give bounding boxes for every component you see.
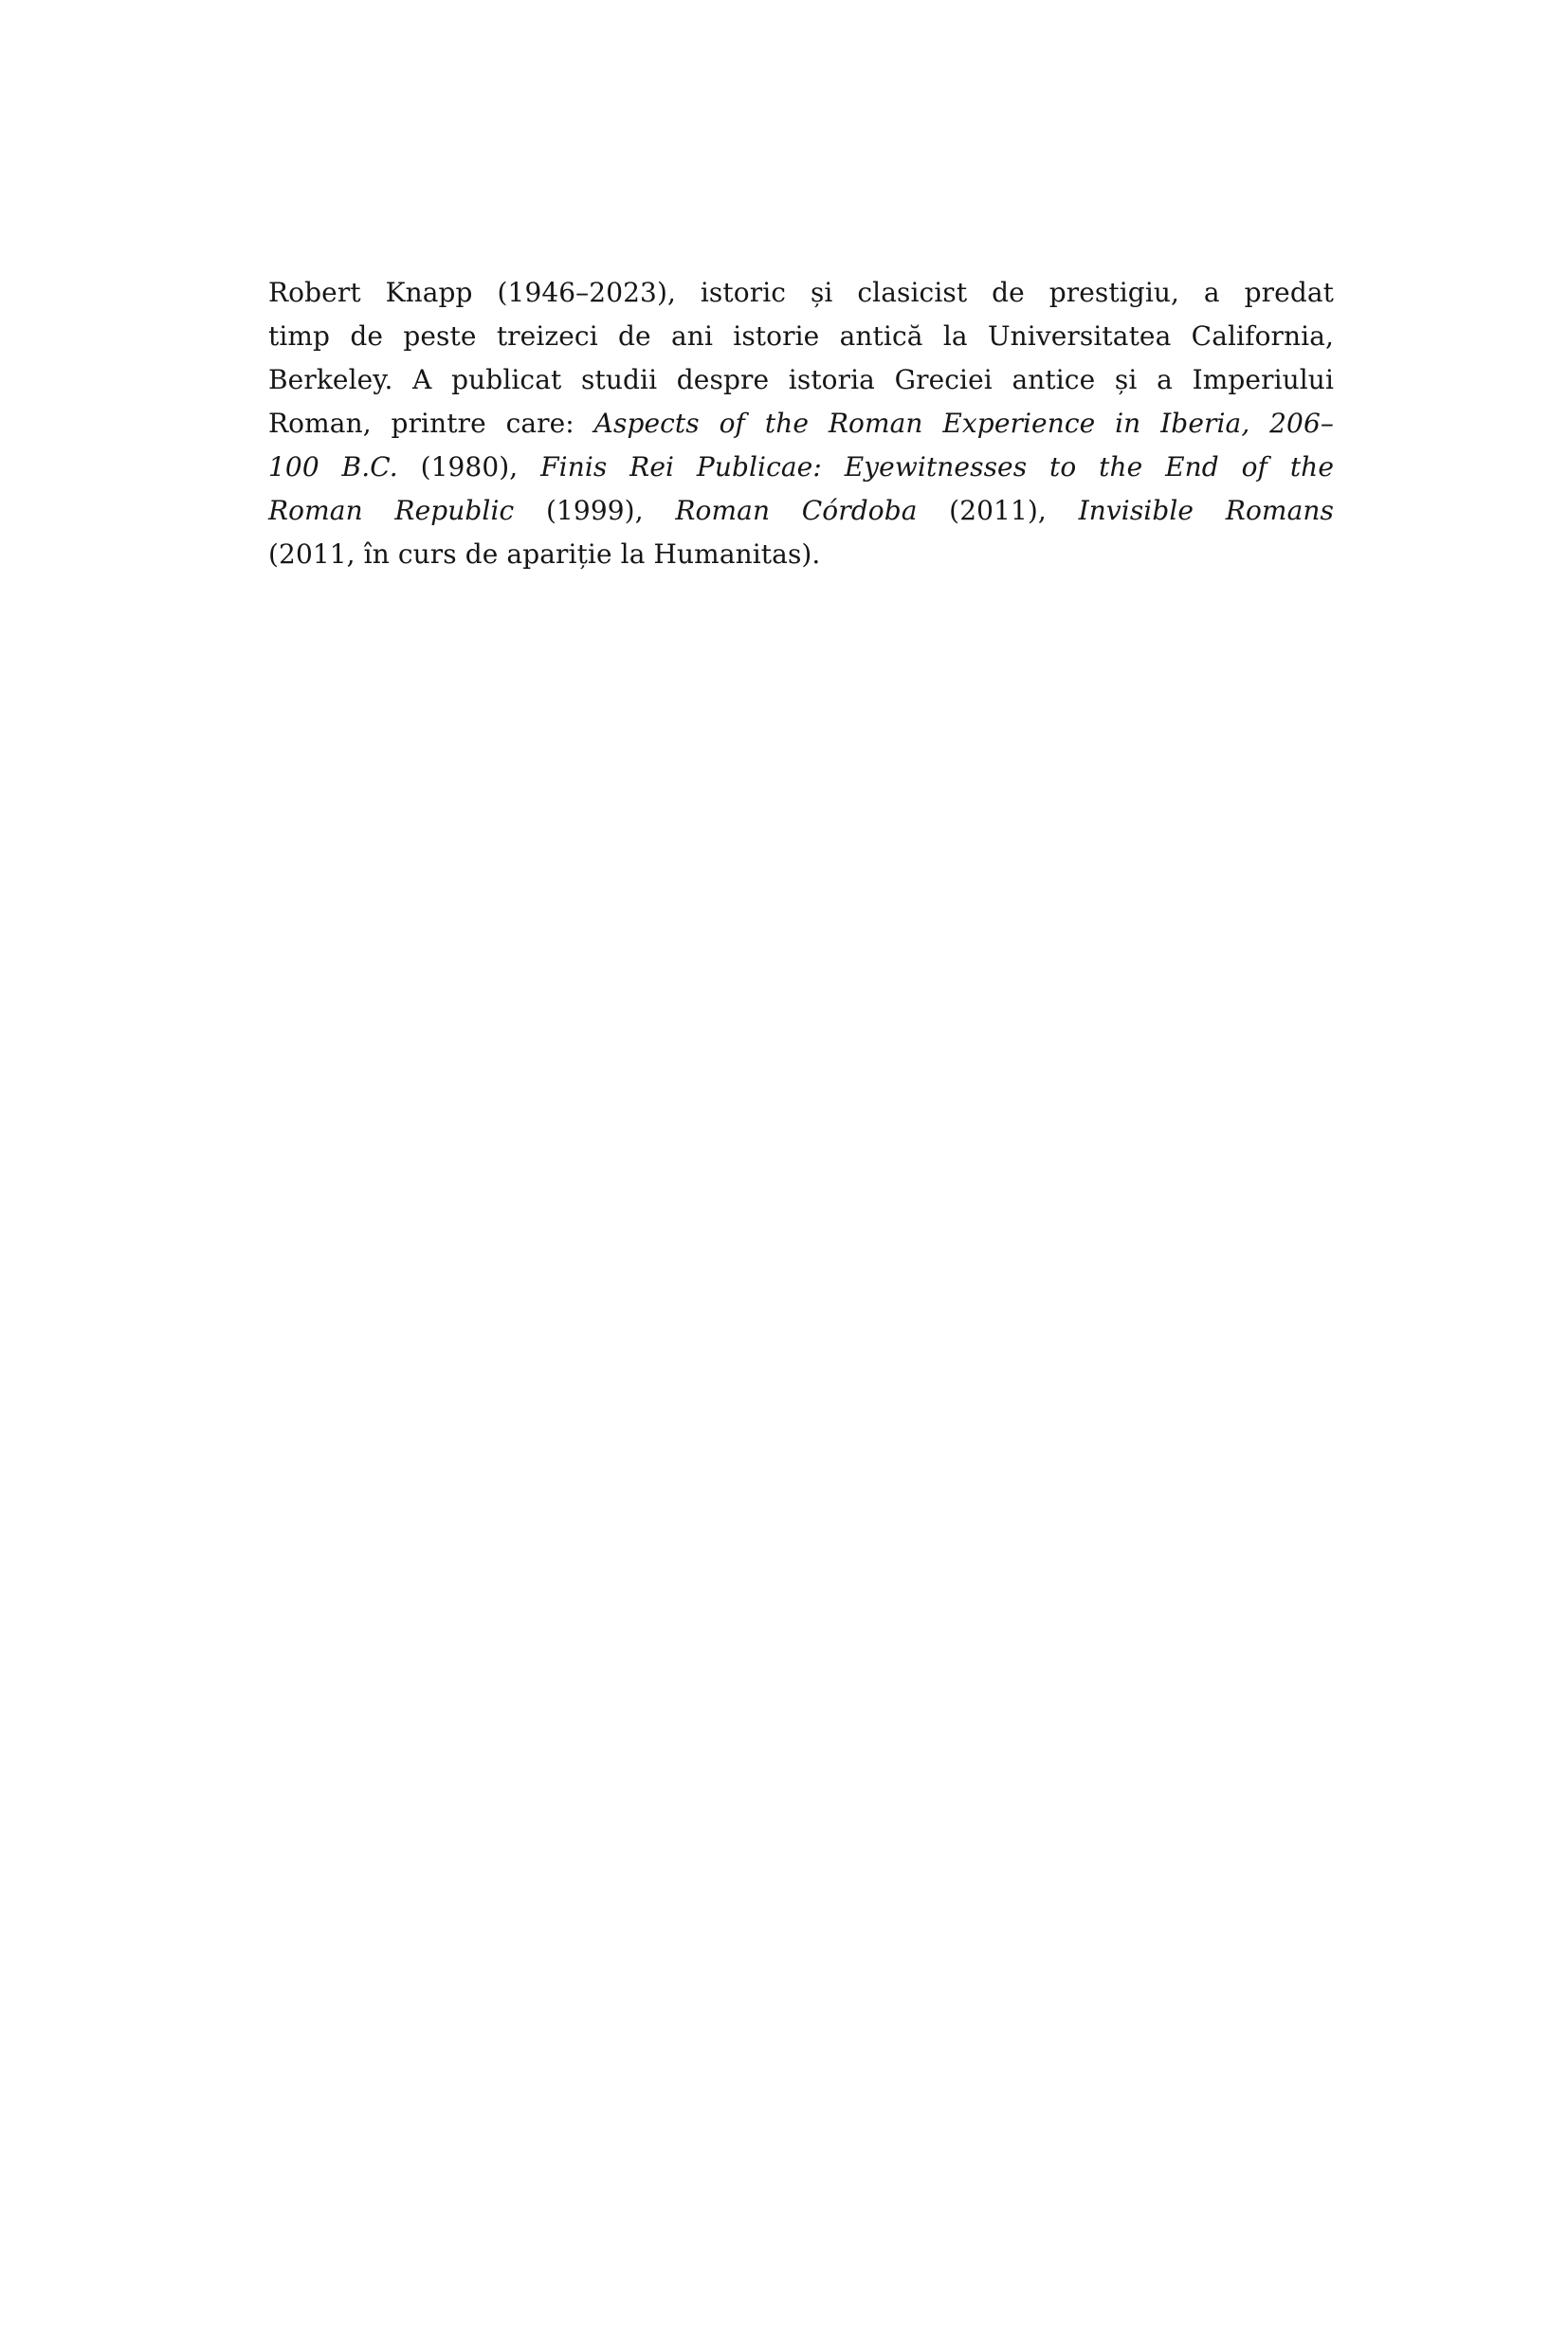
book-title-text: Roman Republic — [268, 495, 515, 526]
body-text: (1980), — [397, 451, 541, 483]
body-text: Roman, printre care: — [268, 408, 594, 439]
book-title-text: Aspects of the Roman Experience in Iberia, 206– — [593, 408, 1334, 439]
paragraph-line — [268, 489, 1334, 533]
book-title-text: Finis Rei Publicae: Eyewitnesses to the End of the — [540, 451, 1334, 483]
paragraph-line — [268, 271, 1334, 315]
body-text: timp de peste treizeci de ani istorie antică la Universitatea California, — [268, 320, 1334, 352]
paragraph-line — [268, 533, 1334, 576]
paragraph-line — [268, 358, 1334, 402]
body-text: Berkeley. A publicat studii despre istoria Greciei antice și a Imperiului — [268, 364, 1334, 395]
book-title-text: Invisible Romans — [1078, 495, 1334, 526]
body-text: (1999), — [514, 495, 676, 526]
paragraph-line — [268, 446, 1334, 489]
body-text: (2011), — [917, 495, 1079, 526]
body-text: Robert Knapp (1946–2023), istoric și clasicist de prestigiu, a predat — [268, 277, 1334, 308]
author-bio-paragraph — [268, 271, 1334, 576]
paragraph-line — [268, 402, 1334, 446]
book-title-text: 100 B.C. — [268, 451, 398, 483]
body-text: (2011, în curs de apariție la Humanitas). — [268, 538, 821, 570]
paragraph-line — [268, 315, 1334, 358]
book-title-text: Roman Córdoba — [675, 495, 918, 526]
